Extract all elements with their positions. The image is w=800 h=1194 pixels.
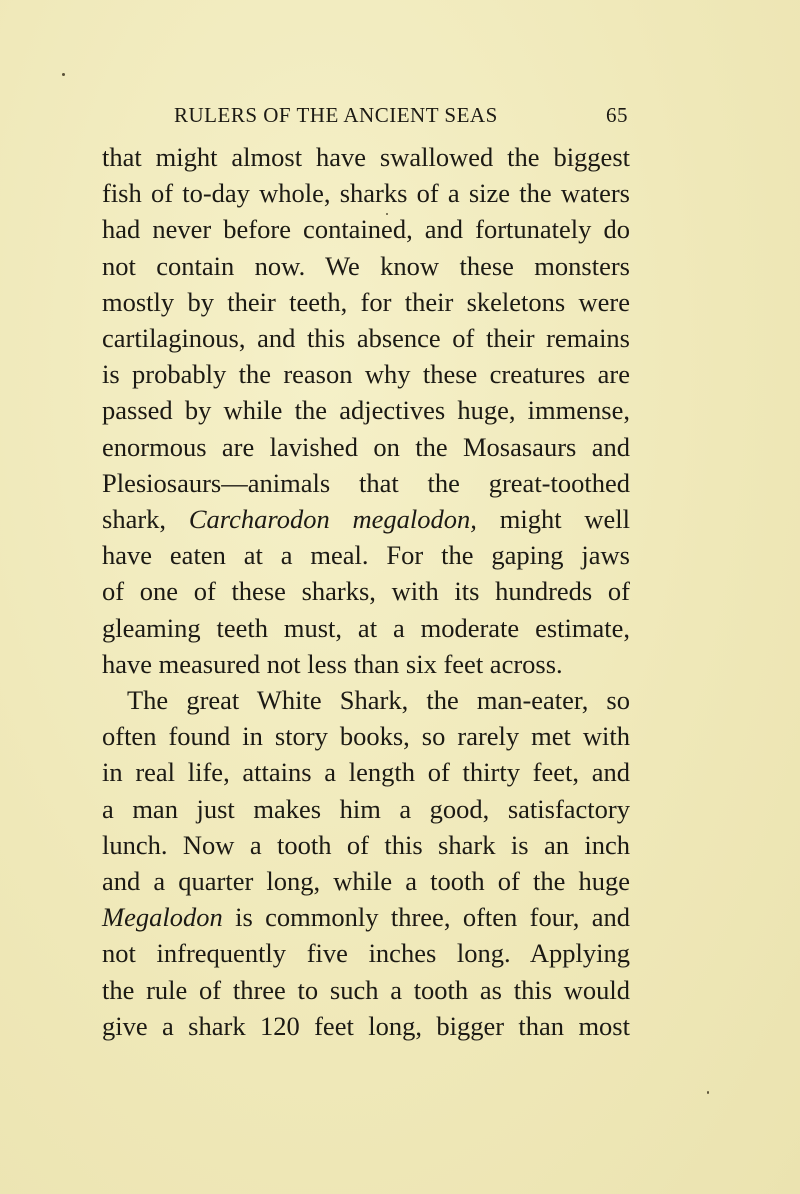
text-line: The great White Shark, the man-eater, so xyxy=(127,685,630,716)
text-line: a man just makes him a good, satisfactory xyxy=(102,793,630,824)
paper-speck xyxy=(62,73,65,76)
text-line: Plesiosaurs—animals that the great-toothed xyxy=(102,467,630,498)
text-line: the rule of three to such a tooth as this would xyxy=(102,974,630,1005)
text-line: have measured not less than six feet across. xyxy=(102,648,563,679)
text-line: enormous are lavished on the Mosasaurs and xyxy=(102,431,630,462)
text-line: lunch. Now a tooth of this shark is an inch xyxy=(102,829,630,860)
text-line: gleaming teeth must, at a moderate estimate, xyxy=(102,612,630,643)
text-line: give a shark 120 feet long, bigger than most xyxy=(102,1010,630,1041)
paper-speck xyxy=(707,1091,709,1094)
text-line: passed by while the adjectives huge, immense, xyxy=(102,395,630,426)
running-head-title: RULERS OF THE ANCIENT SEAS xyxy=(174,103,498,127)
text-line: in real life, attains a length of thirty feet, and xyxy=(102,757,630,788)
text-line: cartilaginous, and this absence of their remains xyxy=(102,323,630,354)
text-line xyxy=(102,899,630,935)
text-line: not infrequently five inches long. Applying xyxy=(102,938,630,969)
text-line: have eaten at a meal. For the gaping jaws xyxy=(102,540,630,571)
text-line: of one of these sharks, with its hundreds of xyxy=(102,576,630,607)
text-line: often found in story books, so rarely met with xyxy=(102,721,630,752)
genus-name-italic: Megalodon xyxy=(102,902,223,933)
text-line: that might almost have swallowed the biggest xyxy=(102,142,630,172)
species-name-italic: Carcharodon megalodon, xyxy=(188,504,477,535)
running-head xyxy=(174,103,628,128)
text-line: not contain now. We know these monsters xyxy=(102,250,630,281)
text-line: and a quarter long, while a tooth of the huge xyxy=(102,866,630,897)
text-line: is probably the reason why these creatures are xyxy=(102,359,630,390)
text-run: is commonly three, often four, and xyxy=(222,902,630,933)
body-text xyxy=(102,139,630,1044)
text-line: fish of to-day whole, sharks of a size the waters xyxy=(102,178,630,209)
text-line: mostly by their teeth, for their skeletons were xyxy=(102,286,630,317)
text-run: shark, xyxy=(102,504,189,535)
text-line xyxy=(102,501,630,537)
page-number: 65 xyxy=(606,103,628,127)
text-run: might well xyxy=(476,504,631,535)
text-line: had never before contained, and fortunately do xyxy=(102,214,630,245)
